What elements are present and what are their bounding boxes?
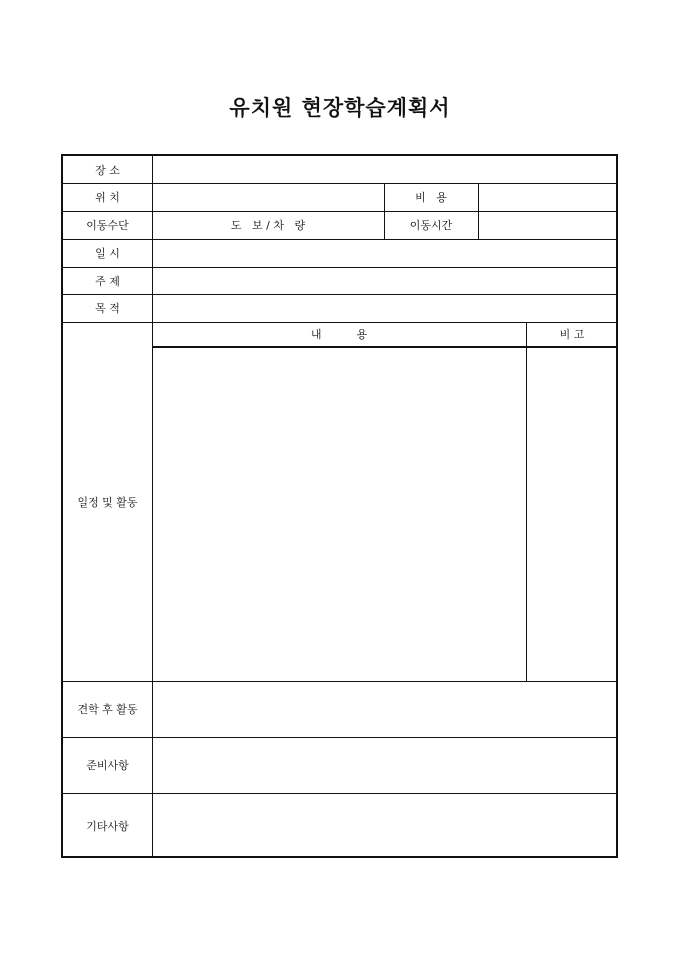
label-preparation: 준비사항 xyxy=(86,759,129,772)
label-transport: 이동수단 xyxy=(86,219,129,232)
label-after-activity: 견학 후 활동 xyxy=(77,703,138,716)
schedule-remarks-field[interactable] xyxy=(527,349,618,681)
topic-field[interactable] xyxy=(153,268,618,294)
header-double-line xyxy=(152,346,618,348)
label-topic: 주 제 xyxy=(95,274,120,288)
label-content: 내 용 xyxy=(310,328,368,341)
plan-form-table xyxy=(61,154,618,858)
label-remarks: 비 고 xyxy=(559,328,585,341)
preparation-field[interactable] xyxy=(153,738,618,793)
place-field[interactable] xyxy=(153,156,618,183)
label-other: 기타사항 xyxy=(86,819,129,833)
transport-value: 도 보 / 차 량 xyxy=(230,219,306,232)
purpose-field[interactable] xyxy=(153,295,618,322)
schedule-content-field[interactable] xyxy=(153,349,526,681)
label-travel-time: 이동시간 xyxy=(409,219,453,232)
label-place: 장 소 xyxy=(95,163,120,177)
travel-time-field[interactable] xyxy=(479,212,618,239)
cost-field[interactable] xyxy=(479,184,618,211)
location-field[interactable] xyxy=(153,184,384,211)
label-location: 위 치 xyxy=(95,191,120,204)
document-title: 유치원 현장학습계획서 xyxy=(229,96,451,120)
label-datetime: 일 시 xyxy=(95,247,120,260)
after-activity-field[interactable] xyxy=(153,682,618,737)
label-purpose: 목 적 xyxy=(95,302,120,315)
label-schedule: 일정 및 활동 xyxy=(77,495,138,509)
datetime-field[interactable] xyxy=(153,240,618,267)
label-cost: 비 용 xyxy=(415,191,447,204)
other-field[interactable] xyxy=(153,794,618,858)
